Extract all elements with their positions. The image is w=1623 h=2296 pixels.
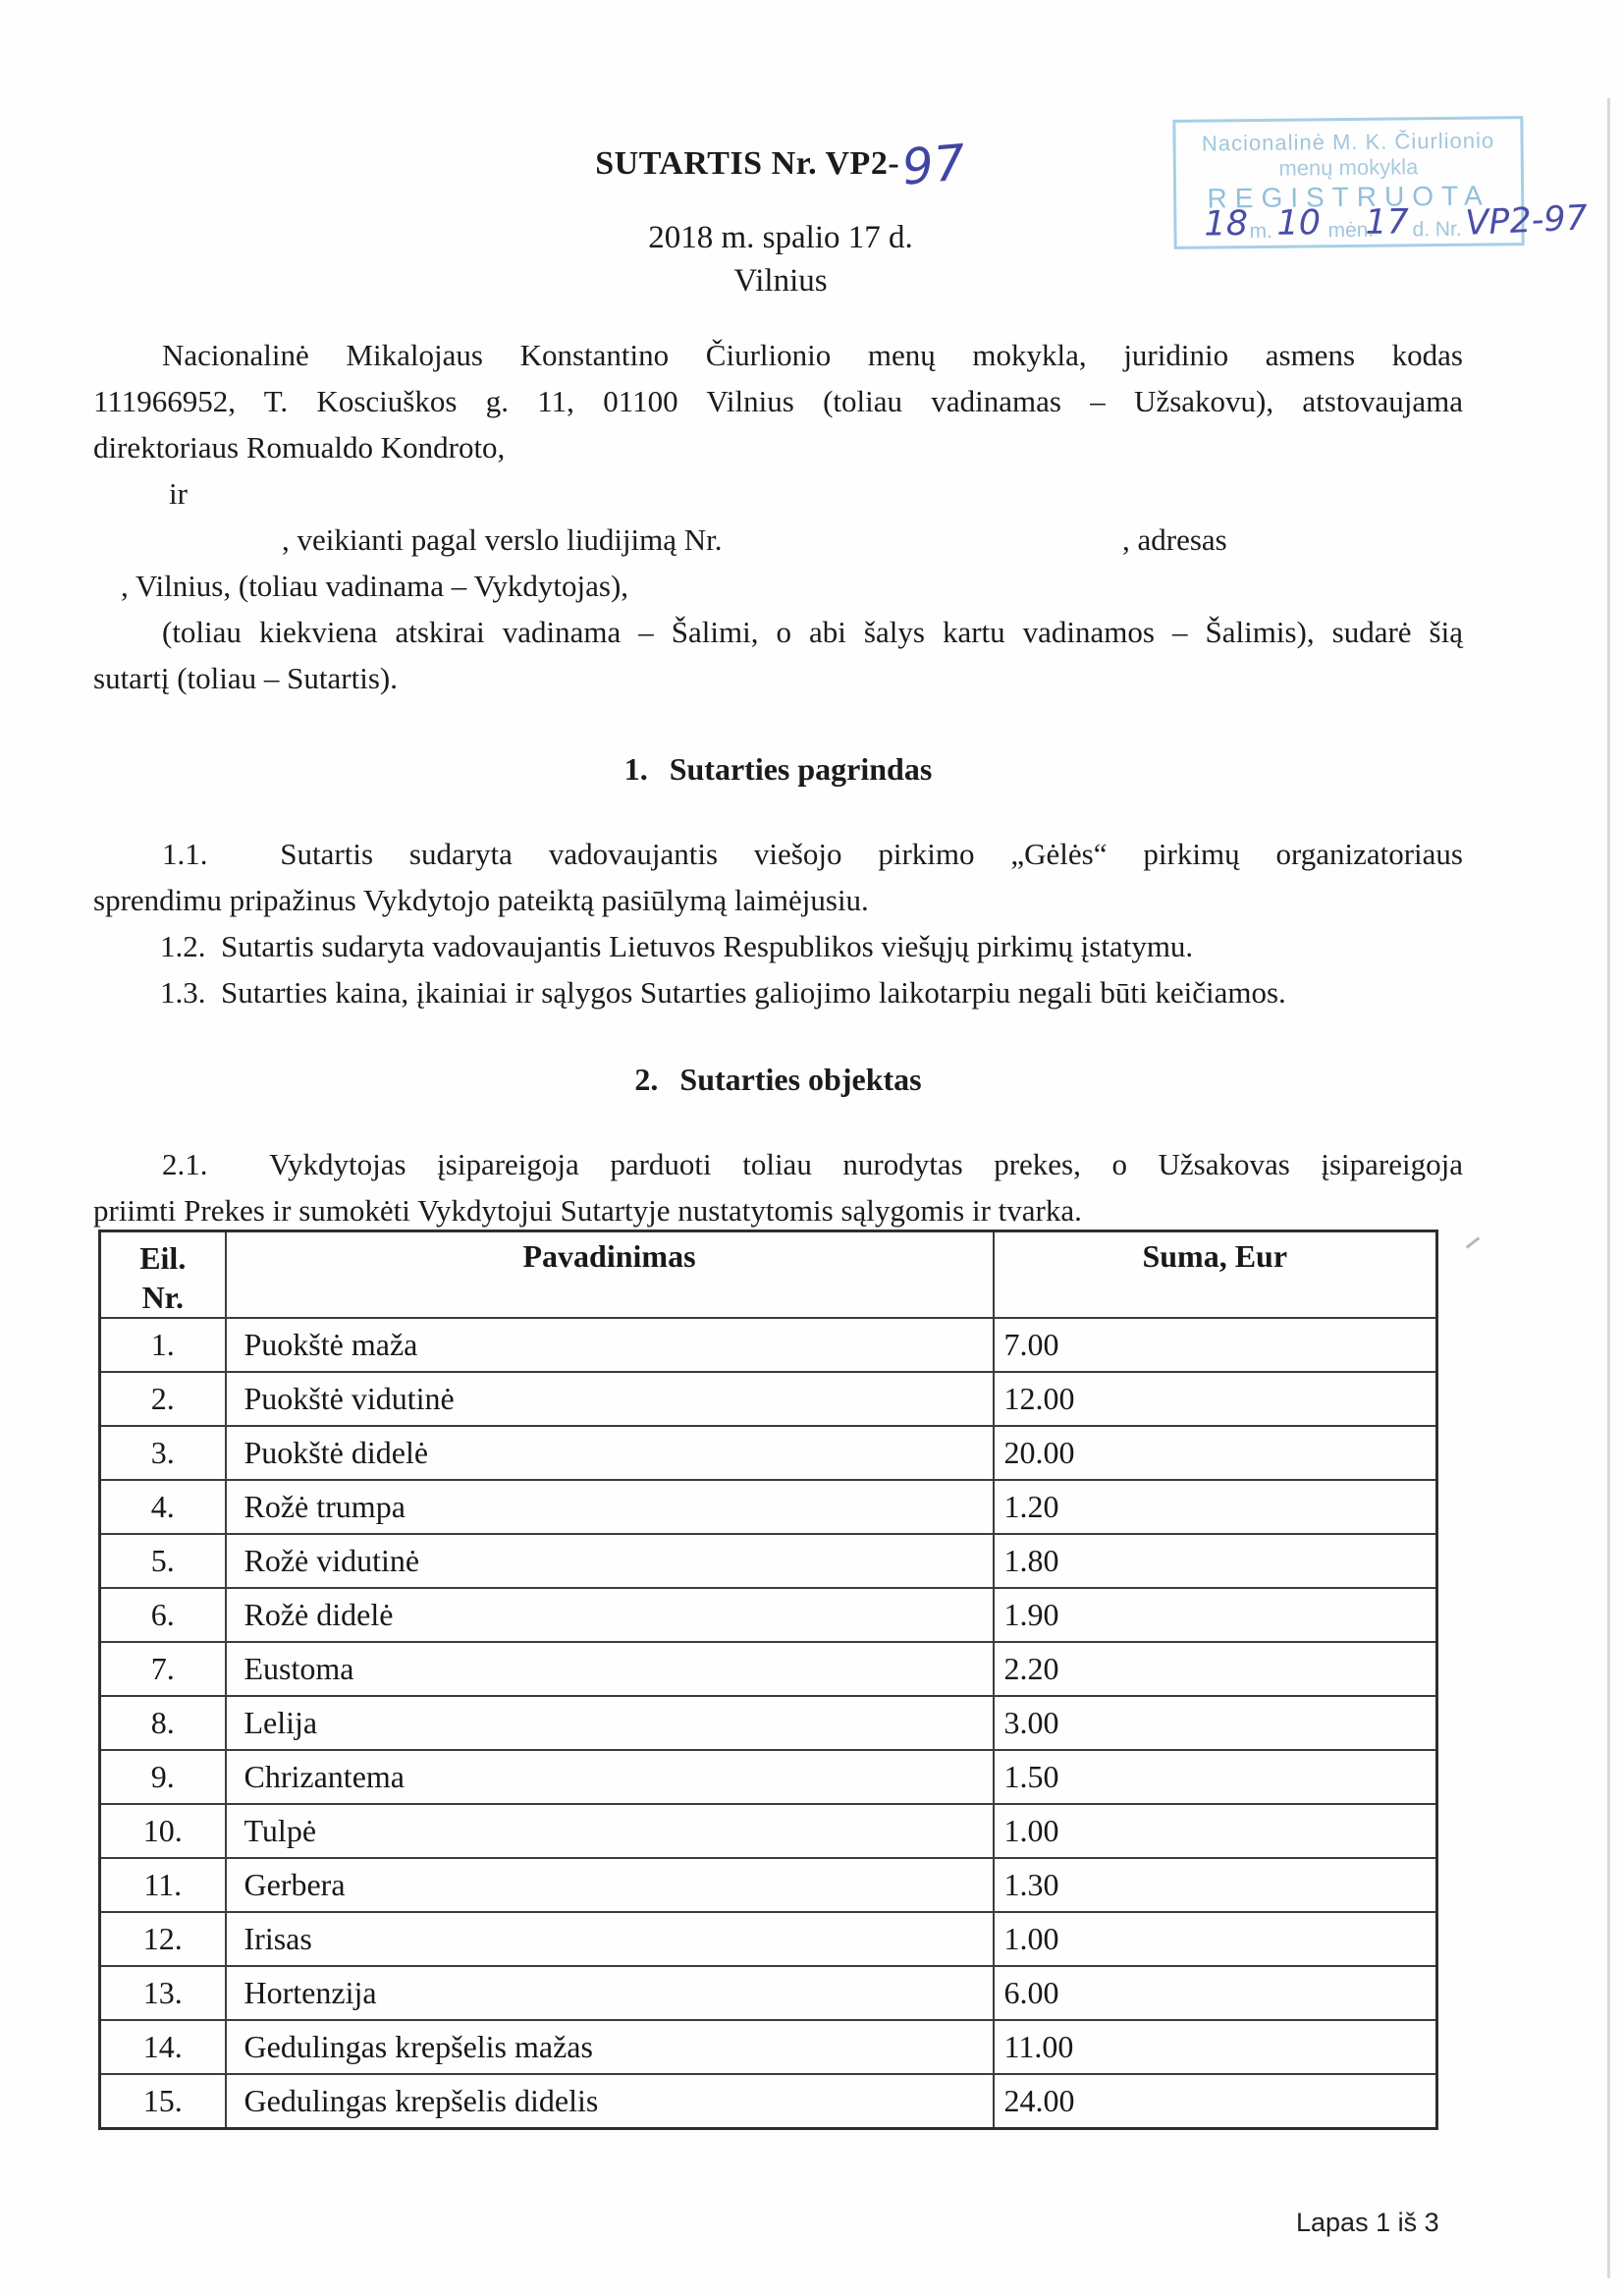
section-2-heading: [93, 1057, 1463, 1103]
cell-item-name: Puokštė vidutinė: [226, 1372, 994, 1426]
intro-line: [93, 655, 1463, 701]
intro-line: [93, 470, 1463, 517]
cell-item-sum: 2.20: [994, 1642, 1437, 1696]
intro-line-text: Nacionalinė Mikalojaus Konstantino Čiurlionio menų mokykla, juridinio asmens kodas: [162, 338, 1463, 372]
page-footer: Lapas 1 iš 3: [1296, 2208, 1439, 2237]
intro-line-right-text: , adresas: [1122, 522, 1227, 557]
contract-title-printed: SUTARTIS Nr. VP2-: [595, 145, 900, 182]
clause-text: 1.3. Sutarties kaina, įkainiai ir sąlygos Sutarties galiojimo laikotarpiu negali būti keičiamos.: [160, 975, 1286, 1010]
table-row: [100, 1696, 1437, 1750]
handwritten-contract-number: 97: [899, 134, 969, 196]
contract-clause-line: [93, 1141, 1463, 1187]
cell-item-sum: 1.20: [994, 1480, 1437, 1534]
cell-item-name: Rožė trumpa: [226, 1480, 994, 1534]
cell-item-name: Chrizantema: [226, 1750, 994, 1804]
cell-item-name: Gedulingas krepšelis didelis: [226, 2074, 994, 2128]
cell-item-sum: 1.00: [994, 1804, 1437, 1858]
intro-line: [93, 378, 1463, 424]
section-1-heading: [93, 746, 1463, 793]
cell-item-name: Gedulingas krepšelis mažas: [226, 2020, 994, 2074]
cell-item-name: Eustoma: [226, 1642, 994, 1696]
cell-item-sum: 24.00: [994, 2074, 1437, 2128]
intro-line-text: (toliau kiekviena atskirai vadinama – Šalimi, o abi šalys kartu vadinamos – Šalimis), sudarė šią: [162, 615, 1463, 649]
stamp-number-label: d. Nr.: [1412, 217, 1462, 242]
cell-item-sum: 3.00: [994, 1696, 1437, 1750]
table-row: [100, 1480, 1437, 1534]
cell-item-name: Puokštė maža: [226, 1318, 994, 1372]
items-table: [98, 1230, 1438, 2130]
cell-item-sum: 20.00: [994, 1426, 1437, 1480]
cell-item-name: Rožė vidutinė: [226, 1534, 994, 1588]
cell-item-name: Hortenzija: [226, 1966, 994, 2020]
table-row: [100, 1912, 1437, 1966]
cell-row-number: 9.: [100, 1750, 226, 1804]
table-row: [100, 1372, 1437, 1426]
cell-item-sum: 1.80: [994, 1534, 1437, 1588]
table-row: [100, 1426, 1437, 1480]
table-header-eil-nr: [100, 1231, 226, 1319]
clause-text: priimti Prekes ir sumokėti Vykdytojui Sutartyje nustatytomis sąlygomis ir tvarka.: [93, 1193, 1082, 1228]
scan-artifact-line: [1607, 98, 1610, 2278]
table-header-suma: Suma, Eur: [994, 1231, 1437, 1319]
cell-item-name: Gerbera: [226, 1858, 994, 1912]
section-2-title: Sutarties objektas: [679, 1062, 922, 1097]
clause-text: 1.2. Sutartis sudaryta vadovaujantis Lietuvos Respublikos viešųjų pirkimų įstatymu.: [160, 929, 1194, 963]
intro-line: [93, 563, 1463, 609]
stamp-registered-label: REGISTRUOTA: [1207, 180, 1490, 214]
cell-row-number: 15.: [100, 2074, 226, 2128]
items-table-header: [100, 1231, 1437, 1319]
contract-city: Vilnius: [733, 263, 828, 299]
intro-line-text: ir: [169, 476, 188, 511]
intro-line: [93, 424, 1463, 470]
cell-item-sum: 1.30: [994, 1858, 1437, 1912]
pencil-mark: [1466, 1236, 1480, 1248]
clause-text: 2.1. Vykdytojas įsipareigoja parduoti toliau nurodytas prekes, o Užsakovas įsipareigoja: [162, 1147, 1463, 1181]
cell-item-sum: 1.50: [994, 1750, 1437, 1804]
cell-item-sum: 12.00: [994, 1372, 1437, 1426]
cell-row-number: 1.: [100, 1318, 226, 1372]
cell-item-sum: 11.00: [994, 2020, 1437, 2074]
cell-row-number: 13.: [100, 1966, 226, 2020]
clause-text: sprendimu pripažinus Vykdytojo pateiktą pasiūlymą laimėjusiu.: [93, 883, 869, 917]
header-nr: Nr.: [141, 1280, 184, 1315]
contract-date: 2018 m. spalio 17 d.: [648, 220, 913, 255]
cell-row-number: 3.: [100, 1426, 226, 1480]
cell-item-sum: 1.90: [994, 1588, 1437, 1642]
cell-row-number: 10.: [100, 1804, 226, 1858]
cell-row-number: 12.: [100, 1912, 226, 1966]
intro-line-text: 111966952, T. Kosciuškos g. 11, 01100 Vilnius (toliau vadinamas – Užsakovu), atstovaujama: [93, 384, 1463, 418]
table-header-pavadinimas: Pavadinimas: [226, 1231, 994, 1319]
clause-text: 1.1. Sutartis sudaryta vadovaujantis viešojo pirkimo „Gėlės“ pirkimų organizatoriaus: [162, 837, 1463, 871]
intro-line-text: , Vilnius, (toliau vadinama – Vykdytojas),: [121, 569, 629, 603]
intro-line: [93, 609, 1463, 655]
table-row: [100, 1858, 1437, 1912]
stamp-day-handwritten: 17: [1365, 202, 1410, 243]
table-row: [100, 1588, 1437, 1642]
section-1-title: Sutarties pagrindas: [669, 751, 933, 787]
cell-item-name: Rožė didelė: [226, 1588, 994, 1642]
intro-paragraph: [93, 332, 1463, 701]
cell-item-name: Puokštė didelė: [226, 1426, 994, 1480]
cell-row-number: 11.: [100, 1858, 226, 1912]
cell-row-number: 14.: [100, 2020, 226, 2074]
section-1: [93, 746, 1463, 1015]
intro-line: [93, 517, 1463, 563]
contract-clause-line: [93, 877, 1463, 923]
section-2-number: 2.: [634, 1062, 659, 1097]
section-1-number: 1.: [623, 751, 648, 787]
cell-row-number: 7.: [100, 1642, 226, 1696]
section-2: [93, 1057, 1463, 1233]
cell-item-sum: 1.00: [994, 1912, 1437, 1966]
intro-line-text: sutartį (toliau – Sutartis).: [93, 661, 398, 695]
cell-row-number: 5.: [100, 1534, 226, 1588]
table-row: [100, 1804, 1437, 1858]
table-row: [100, 2074, 1437, 2128]
intro-line: [93, 332, 1463, 378]
table-row: [100, 1534, 1437, 1588]
table-row: [100, 1318, 1437, 1372]
section-1-clauses: [93, 831, 1463, 1015]
cell-row-number: 2.: [100, 1372, 226, 1426]
cell-item-name: Tulpė: [226, 1804, 994, 1858]
stamp-month-label: mėn.: [1327, 218, 1375, 243]
stamp-month-handwritten: 10: [1276, 203, 1322, 244]
cell-item-sum: 7.00: [994, 1318, 1437, 1372]
cell-row-number: 8.: [100, 1696, 226, 1750]
stamp-org-line1: Nacionalinė M. K. Čiurlionio: [1201, 128, 1495, 156]
contract-clause-line: [93, 1187, 1463, 1233]
table-row: [100, 1750, 1437, 1804]
intro-line-text: direktoriaus Romualdo Kondroto,: [93, 430, 506, 465]
stamp-year-label: m.: [1249, 219, 1272, 244]
intro-line-text: , veikianti pagal verslo liudijimą Nr.: [282, 522, 723, 557]
stamp-org-line2: menų mokykla: [1278, 154, 1419, 181]
stamp-year-handwritten: 18: [1204, 204, 1249, 245]
cell-item-sum: 6.00: [994, 1966, 1437, 2020]
contract-clause-line: [93, 969, 1463, 1015]
cell-item-name: Lelija: [226, 1696, 994, 1750]
cell-row-number: 4.: [100, 1480, 226, 1534]
section-2-clauses: [93, 1141, 1463, 1233]
header-eil: Eil.: [139, 1240, 187, 1276]
table-row: [100, 1966, 1437, 2020]
cell-item-name: Irisas: [226, 1912, 994, 1966]
cell-row-number: 6.: [100, 1588, 226, 1642]
contract-clause-line: [93, 923, 1463, 969]
table-row: [100, 2020, 1437, 2074]
table-row: [100, 1642, 1437, 1696]
items-table-body: [100, 1318, 1437, 2128]
contract-clause-line: [93, 831, 1463, 877]
stamp-number-handwritten: VP2-97: [1464, 198, 1589, 244]
